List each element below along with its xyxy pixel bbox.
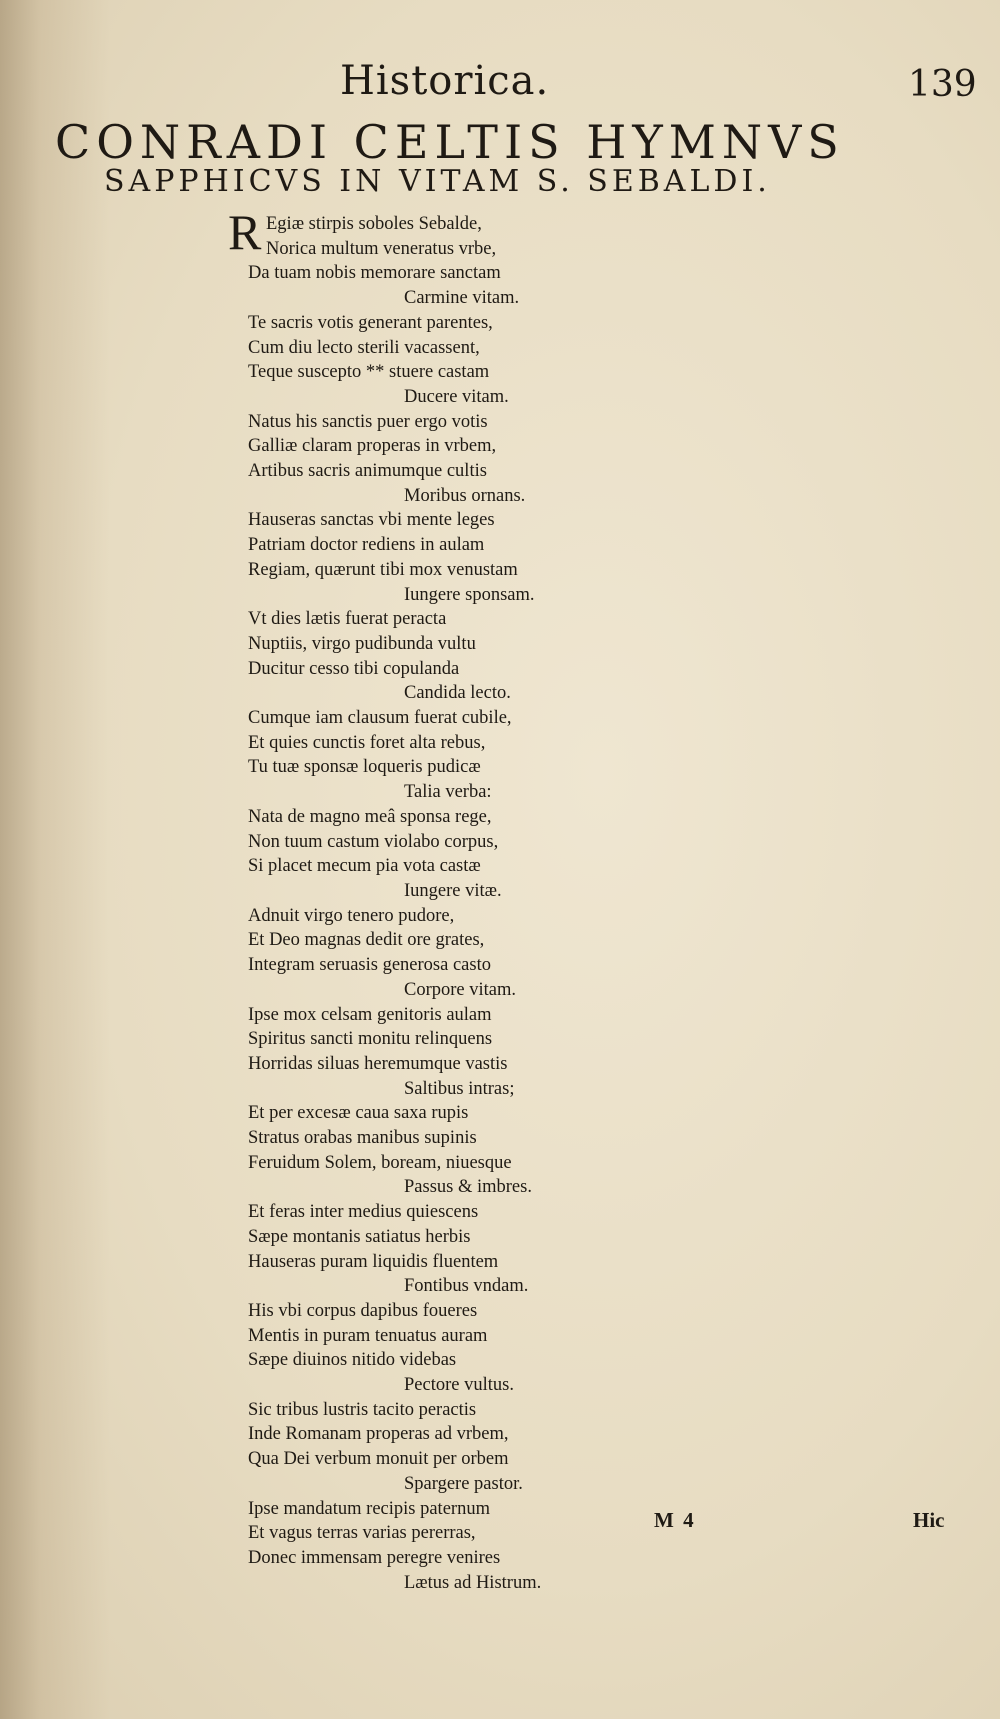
page-number: 139 [908,64,977,105]
stanza [248,311,648,410]
poem-line: Hauseras sanctas vbi mente leges [248,510,495,531]
adonic-line: Carmine vitam. [404,288,520,309]
poem-line: Artibus sacris animumque cultis [248,461,487,482]
poem-line: Ducitur cesso tibi copulanda [248,658,460,679]
poem-line: Sic tribus lustris tacito peractis [248,1399,477,1420]
stanza [248,1003,648,1102]
stanza [248,1101,648,1200]
adonic-line: Iungere sponsam. [404,584,535,605]
poem-line: Cum diu lecto sterili vacassent, [248,337,480,358]
poem-line: Adnuit virgo tenero pudore, [248,905,455,926]
adonic-line: Iungere vitæ. [404,880,502,901]
poem-line: His vbi corpus dapibus foueres [248,1300,478,1321]
poem-line: Sæpe montanis satiatus herbis [248,1226,471,1247]
stanza [228,204,648,311]
poem-line: Natus his sanctis puer ergo votis [248,411,488,432]
drop-cap: R [228,204,262,260]
stanza [248,1398,648,1497]
adonic-line: Passus & imbres. [404,1177,532,1198]
poem-line: Et quies cunctis foret alta rebus, [248,732,486,753]
stanza [248,607,648,706]
stanza [248,410,648,509]
poem-line: Ipse mox celsam genitoris aulam [248,1004,492,1025]
poem-line: Et Deo magnas dedit ore grates, [248,930,485,951]
stanza [248,1299,648,1398]
poem-line: Cumque iam clausum fuerat cubile, [248,708,512,729]
poem-line: Horridas siluas heremumque vastis [248,1053,508,1074]
running-title: Historica. [340,58,550,104]
stanza [248,904,648,1003]
adonic-line: Ducere vitam. [404,386,509,407]
poem-line: Da tuam nobis memorare sanctam [248,263,501,284]
poem-line: Spiritus sancti monitu relinquens [248,1029,493,1050]
running-head [0,58,1000,108]
poem-line: Sæpe diuinos nitido videbas [248,1350,457,1371]
poem-line: Hauseras puram liquidis fluentem [248,1251,499,1272]
signature-mark: M 4 [654,1508,696,1532]
poem-line: Donec immensam peregre venires [248,1547,501,1568]
poem-line: Regiam, quærunt tibi mox venustam [248,559,518,580]
poem-line: Patriam doctor rediens in aulam [248,535,485,556]
heading-line-1: CONRADI CELTIS HYMNVS [55,115,845,169]
adonic-line: Pectore vultus. [404,1375,514,1396]
stanza [248,1200,648,1299]
adonic-line: Fontibus vndam. [404,1276,529,1297]
poem-line: Qua Dei verbum monuit per orbem [248,1449,509,1470]
stanza [248,508,648,607]
heading-line-2: SAPPHICVS IN VITAM S. SEBALDI. [104,164,771,199]
adonic-line: Candida lecto. [404,683,511,704]
stanza [248,1497,648,1596]
stanza [248,706,648,805]
poem-line: Tu tuæ sponsæ loqueris pudicæ [248,757,481,778]
adonic-line: Talia verba: [404,782,492,803]
poem-line: Galliæ claram properas in vrbem, [248,436,497,457]
poem-line: Mentis in puram tenuatus auram [248,1325,488,1346]
poem-line: Et vagus terras varias pererras, [248,1523,476,1544]
poem-line: Nuptiis, virgo pudibunda vultu [248,633,476,654]
adonic-line: Saltibus intras; [404,1078,515,1099]
poem-line: Stratus orabas manibus supinis [248,1128,477,1149]
poem-line: Vt dies lætis fuerat peracta [248,609,447,630]
poem-line: Integram seruasis generosa casto [248,955,491,976]
hymn-text [228,204,648,1595]
adonic-line: Lætus ad Histrum. [404,1572,542,1593]
poem-line: Si placet mecum pia vota castæ [248,856,481,877]
adonic-line: Spargere pastor. [404,1473,523,1494]
poem-line: Te sacris votis generant parentes, [248,312,493,333]
catchword: Hic [913,1508,945,1532]
stanza [248,805,648,904]
poem-line: Et feras inter medius quiescens [248,1202,479,1223]
adonic-line: Moribus ornans. [404,485,526,506]
poem-line: Et per excesæ caua saxa rupis [248,1103,469,1124]
adonic-line: Corpore vitam. [404,979,517,1000]
poem-line: Nata de magno meâ sponsa rege, [248,806,492,827]
poem-line-text: Egiæ stirpis soboles Sebalde, [266,214,482,234]
poem-line: Non tuum castum violabo corpus, [248,831,499,852]
poem-line: Teque suscepto ** stuere castam [248,362,490,383]
poem-line: Inde Romanam properas ad vrbem, [248,1424,509,1445]
poem-line: Norica multum veneratus vrbe, [266,238,497,259]
poem-line: Ipse mandatum recipis paternum [248,1498,490,1519]
poem-line: Feruidum Solem, boream, niuesque [248,1152,512,1173]
